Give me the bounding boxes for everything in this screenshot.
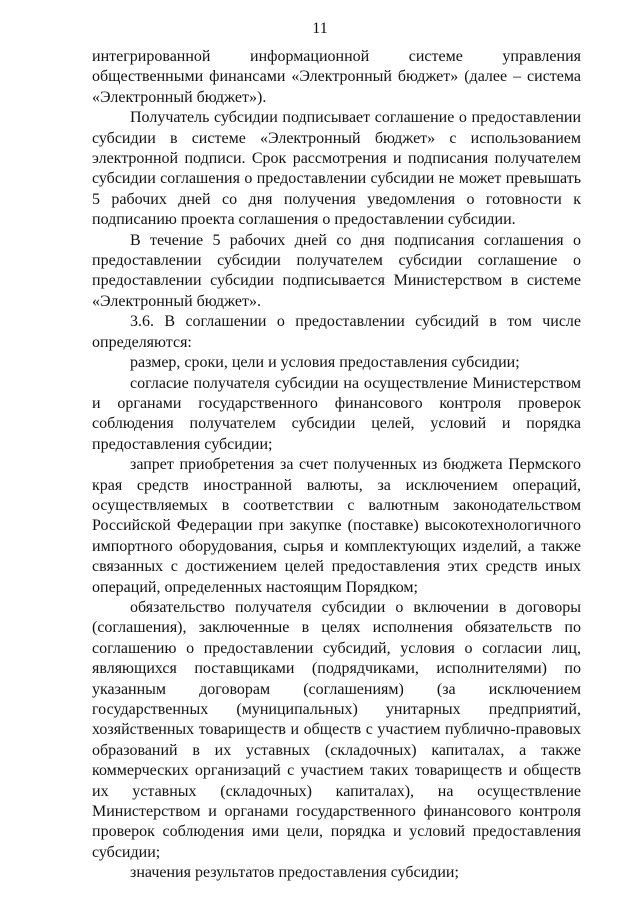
paragraph-system-name: интегрированной информационной системе управления общественными финансами «Электронный бюджет» (далее – система «Электронный бюджет»).: [92, 48, 581, 106]
list-item-contract-obligation: обязательство получателя субсидии о включении в договоры (соглашения), заключенные в целях исполнения обязательств по соглашению о предоставлении субсидий, условия о согласии лиц, являющихся поставщиками (подрядчиками, исполнителями) по указанным договорам (соглашениям) (за исключением государственных (муниципальных) унитарных предприятий, хозяйственных товариществ и обществ с участием публично-правовых образований в их уставных (складочных) капиталах, а также коммерческих организаций с участием таких товариществ и обществ их уставных (складочных) капиталах), на осуществление Министерством и органами государственного финансового контроля проверок соблюдения ими цели, порядка и условий предоставления субсидии;: [92, 598, 581, 861]
list-item-currency-ban: запрет приобретения за счет полученных из бюджета Пермского края средств иностранной валюты, за исключением операций, осуществляемых в соответствии с валютным законодательством Российской Федерации при закупке (поставке) высокотехнологичного импортного оборудования, сырья и комплектующих изделий, а также связанных с достижением целей предоставления этих средств иных операций, определенных настоящим Порядком;: [92, 456, 581, 596]
list-item-result-values: значения результатов предоставления субсидии;: [130, 864, 459, 882]
paragraph-signing-by-ministry: В течение 5 рабочих дней со дня подписания соглашения о предоставлении субсидии получателем субсидии соглашение о предоставлении субсидии подписывается Министерством в системе «Электронный бюджет».: [92, 231, 581, 310]
document-body: [92, 47, 581, 884]
paragraph-signing-by-recipient: Получатель субсидии подписывает соглашение о предоставлении субсидии в системе «Электронный бюджет» с использованием электронной подписи. Срок рассмотрения и подписания получателем субсидии соглашения о предоставлении субсидии не может превышать 5 рабочих дней со дня получения уведомления о готовности к подписанию проекта соглашения о предоставлении субсидии.: [92, 109, 581, 229]
list-item-amount-terms: размер, сроки, цели и условия предоставления субсидии;: [130, 354, 520, 372]
list-item-consent-to-checks: согласие получателя субсидии на осуществление Министерством и органами государственного финансового контроля проверок соблюдения получателем субсидии целей, условий и порядка предоставления субсидии;: [92, 374, 581, 453]
page-number: 11: [312, 20, 328, 37]
paragraph-section-3-6: 3.6. В соглашении о предоставлении субсидий в том числе определяются:: [92, 313, 581, 351]
